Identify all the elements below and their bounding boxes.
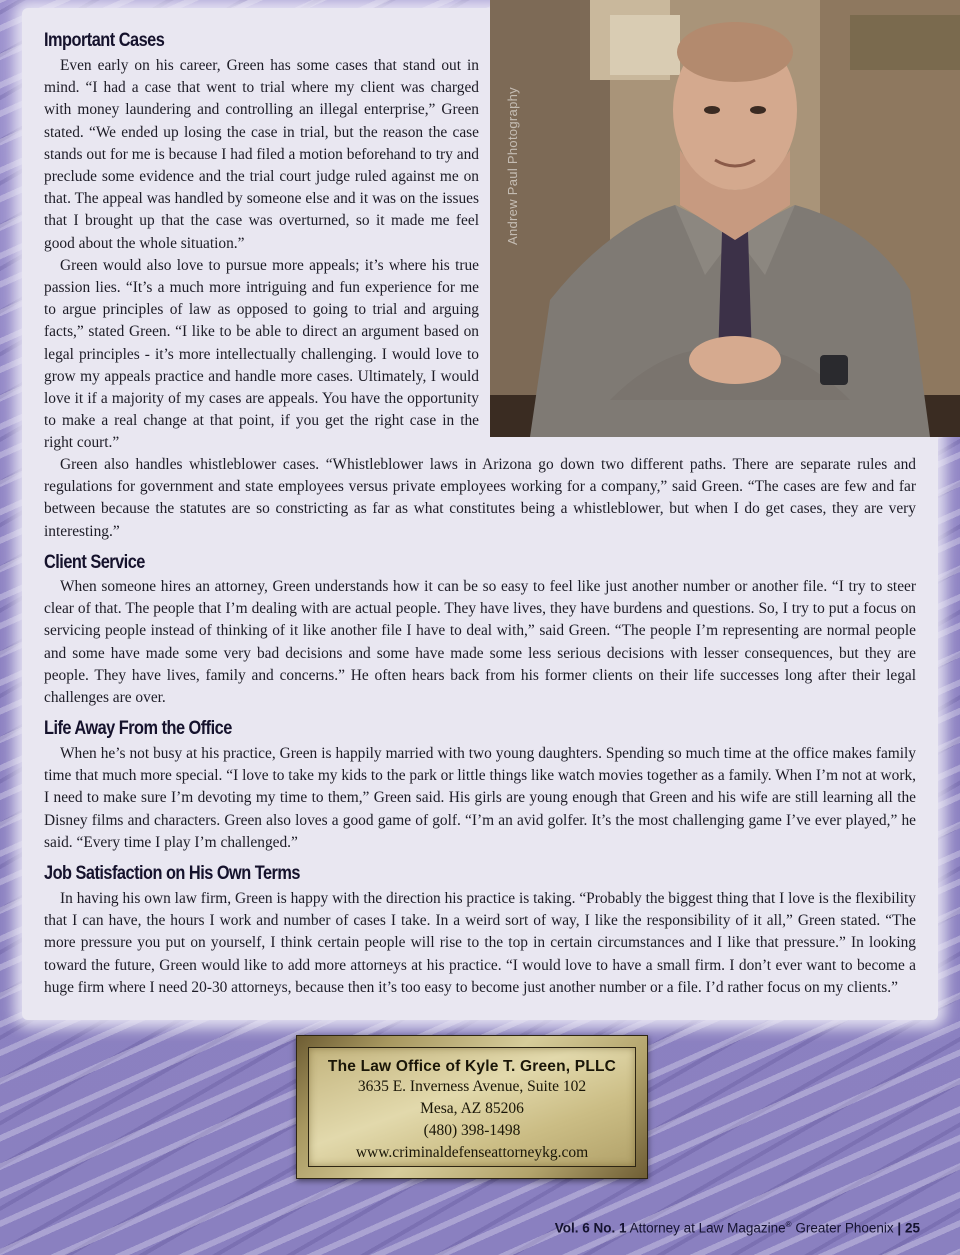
page-number: 25 <box>904 1220 920 1236</box>
section-heading-client-service: Client Service <box>44 552 145 573</box>
paragraph: When he’s not busy at his practice, Green is happily married with two young daughters. Spending so much time at the office makes family time that much more special. “I love to take my kids to the park or little things like watch movies together as a family. When I’m not at work, I need to make sure I’m devoting my time to them,” Green said. His girls are young enough that Green and his wife are still learning all the Disney films and characters. Green also loves a good game of golf. “I’m an avid golfer. It’s the most challenging game I’ve ever played,” he said. “Every time I play I’m challenged.” <box>44 745 916 851</box>
magazine-name: Attorney at Law Magazine <box>629 1220 786 1236</box>
section-heading-life-away: Life Away From the Office <box>44 718 232 739</box>
life-away-text <box>44 743 916 854</box>
section-heading-job-satisfaction: Job Satisfaction on His Own Terms <box>44 863 300 884</box>
section-heading-important-cases: Important Cases <box>44 30 165 51</box>
issue-number: Vol. 6 No. 1 <box>554 1220 627 1236</box>
paragraph: Even early on his career, Green has some cases that stand out in mind. “I had a case that went to trial where my client was charged with money laundering and controlling an illegal enterprise,” Green stated. “We ended up losing the case in trial, but the reason the case stands out for me is because I had filed a motion beforehand to try and preclude some evidence and the trial court judge ruled against me on that. The appeal was handled by someone else and it was on the issues that I brought up that the case was overturned, so it made me feel good about the whole situation.” <box>44 57 479 252</box>
contact-plaque <box>296 1035 648 1179</box>
page-footer <box>555 1220 920 1236</box>
paragraph: Green also handles whistleblower cases. “Whistleblower laws in Arizona go down two different paths. There are separate rules and regulations for government and state employees versus private employees working for a company,” said Green. “The cases are few and far between because the statutes are so constricting as far as what constitutes being a whistleblower, but when I do get cases, they are very interesting.” <box>44 456 916 540</box>
paragraph: In having his own law firm, Green is happy with the direction his practice is taking. “Probably the biggest thing that I love is the flexibility that I can have, the hours I work and number of cases I take. In a weird sort of way, I like the responsibility of it all,” Green stated. “The more pressure you put on yourself, I think certain people will rise to the top in certain circumstances and I like that pressure.” In looking toward the future, Green would like to add more attorneys at his practice. “I would love to have a small firm. I don’t ever want to become a huge firm where I need 20-30 attorneys, because then it’s too easy to become just another number or a file. I’d rather focus on my clients.” <box>44 890 916 996</box>
paragraph: When someone hires an attorney, Green understands how it can be so easy to feel like just another number or another file. “I try to steer clear of that. The people that I’m dealing with are actual people. They have lives, they have burdens and questions. So, I try to put a focus on servicing people instead of thinking of it like another file I have to deal with,” said Green. “The people I’m representing are normal people and some have made some very bad decisions and some have made some less serious decisions with lesser consequences, but they are people. They have lives, family and concerns.” He often hears back from his former clients on their life successes long after their legal challenges are over. <box>44 578 916 707</box>
client-service-text <box>44 576 916 709</box>
job-satisfaction-text <box>44 888 916 999</box>
address-line-2: Mesa, AZ 85206 <box>420 1100 524 1117</box>
contact-plaque-inner <box>308 1047 636 1167</box>
paragraph: Green would also love to pursue more appeals; it’s where his true passion lies. “It’s a much more intriguing and fun experience for me to argue principles of law as opposed to going to trial and arguing facts,” stated Green. “I like to be able to direct an argument based on legal principles - it’s more intellectually challenging. I would love to grow my appeals practice and handle more cases. Ultimately, I would love it if a majority of my cases are appeals. You have the opportunity to make a real change at that point, if you get the right case in the right court.” <box>44 256 479 452</box>
phone-number: (480) 398-1498 <box>423 1122 521 1139</box>
important-cases-text-wide <box>44 454 916 543</box>
trademark-symbol: ® <box>785 1220 792 1229</box>
edition-name: Greater Phoenix <box>795 1220 894 1236</box>
address-line-1: 3635 E. Inverness Avenue, Suite 102 <box>357 1078 587 1095</box>
photo-credit: Andrew Paul Photography <box>505 87 520 245</box>
website-link[interactable]: www.criminaldefenseattorneykg.com <box>355 1144 589 1161</box>
footer-separator: | <box>897 1220 902 1236</box>
important-cases-text-narrow <box>44 55 479 455</box>
portrait-photo <box>490 0 960 437</box>
portrait-illustration <box>490 0 960 437</box>
firm-name: The Law Office of Kyle T. Green, PLLC <box>327 1058 617 1075</box>
